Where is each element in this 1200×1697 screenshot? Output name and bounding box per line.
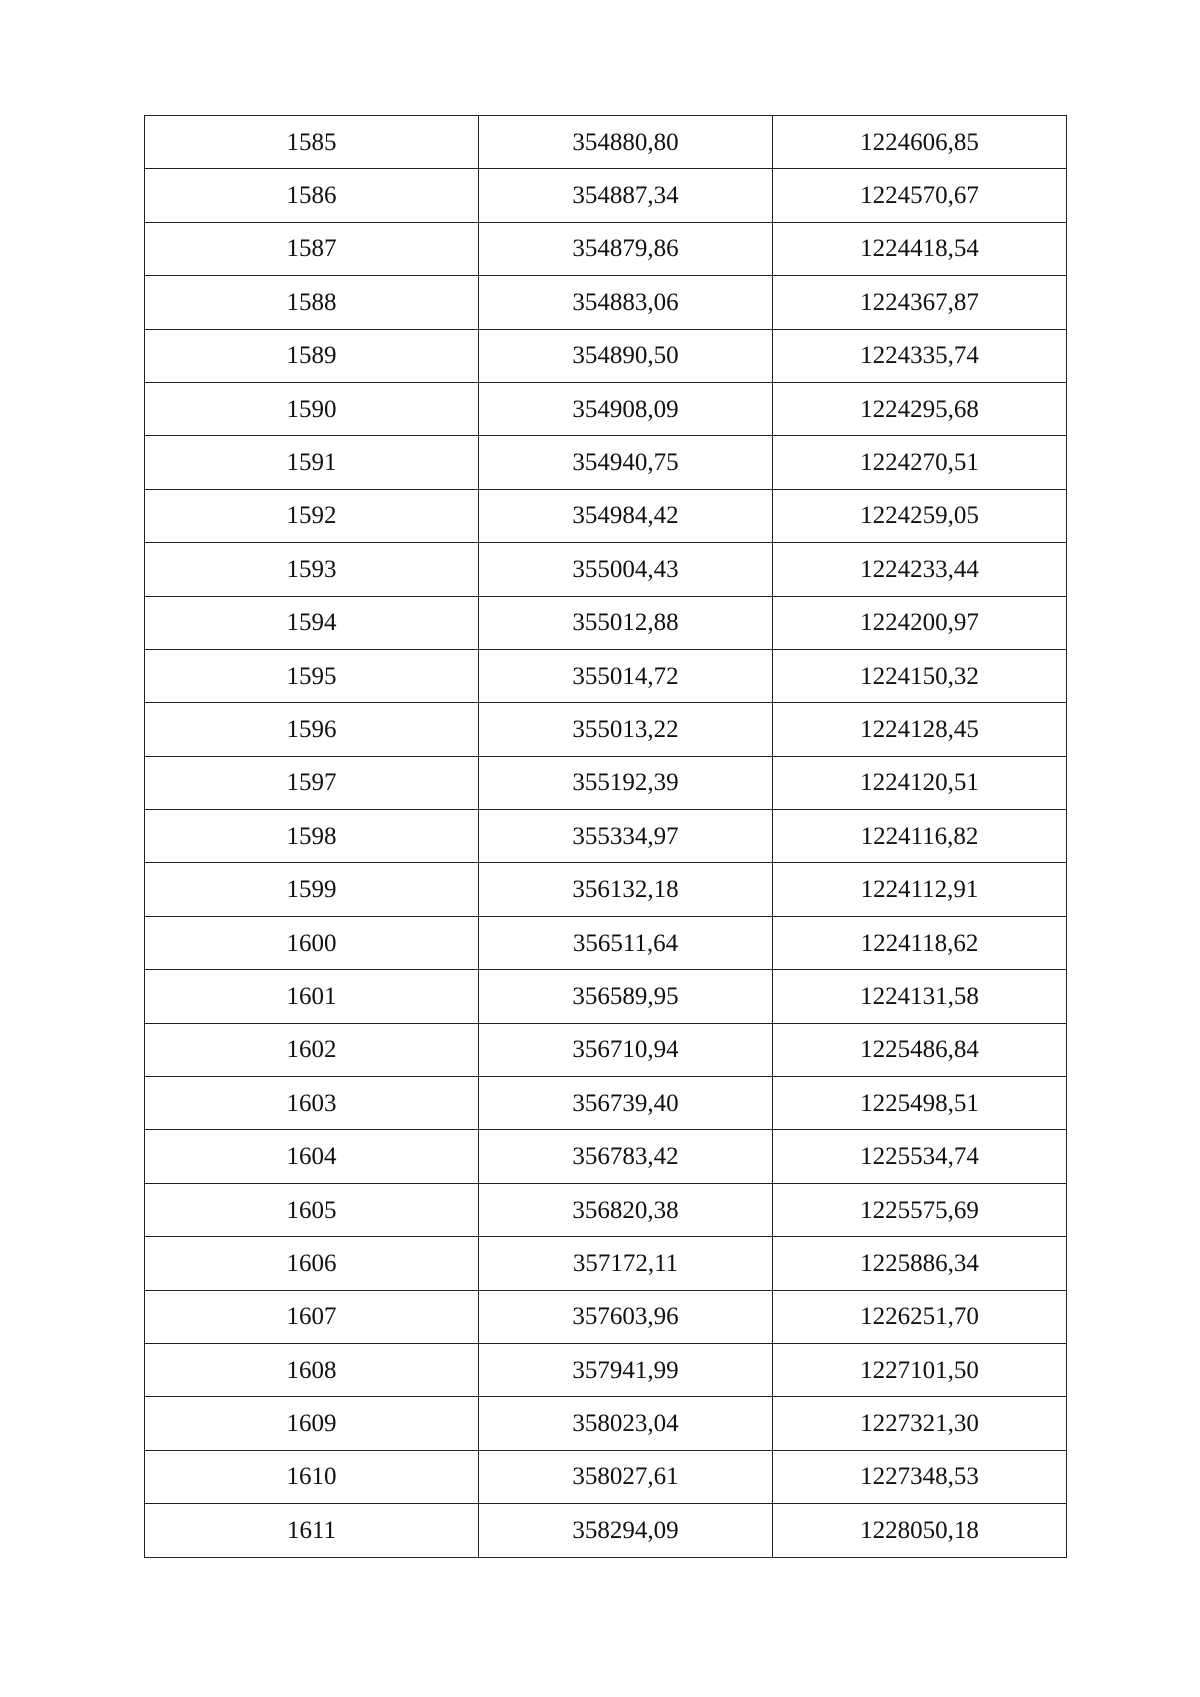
- x-coordinate-cell: 358294,09: [479, 1504, 773, 1557]
- y-coordinate-cell: 1228050,18: [773, 1504, 1067, 1557]
- table-row: [145, 1237, 1067, 1290]
- point-number-cell: 1605: [145, 1183, 479, 1236]
- y-coordinate-cell: 1224606,85: [773, 116, 1067, 169]
- y-coordinate-cell: 1225886,34: [773, 1237, 1067, 1290]
- coordinates-table: [144, 115, 1067, 1558]
- y-coordinate-cell: 1224295,68: [773, 382, 1067, 435]
- point-number-cell: 1606: [145, 1237, 479, 1290]
- table-row: [145, 1290, 1067, 1343]
- x-coordinate-cell: 356589,95: [479, 970, 773, 1023]
- table-row: [145, 703, 1067, 756]
- table-row: [145, 489, 1067, 542]
- table-row: [145, 1023, 1067, 1076]
- x-coordinate-cell: 355192,39: [479, 756, 773, 809]
- point-number-cell: 1602: [145, 1023, 479, 1076]
- x-coordinate-cell: 354984,42: [479, 489, 773, 542]
- y-coordinate-cell: 1226251,70: [773, 1290, 1067, 1343]
- x-coordinate-cell: 354880,80: [479, 116, 773, 169]
- point-number-cell: 1588: [145, 276, 479, 329]
- x-coordinate-cell: 357941,99: [479, 1343, 773, 1396]
- point-number-cell: 1585: [145, 116, 479, 169]
- table-row: [145, 970, 1067, 1023]
- y-coordinate-cell: 1224270,51: [773, 436, 1067, 489]
- point-number-cell: 1604: [145, 1130, 479, 1183]
- x-coordinate-cell: 354883,06: [479, 276, 773, 329]
- x-coordinate-cell: 356820,38: [479, 1183, 773, 1236]
- point-number-cell: 1609: [145, 1397, 479, 1450]
- x-coordinate-cell: 354940,75: [479, 436, 773, 489]
- y-coordinate-cell: 1224131,58: [773, 970, 1067, 1023]
- table-row: [145, 756, 1067, 809]
- point-number-cell: 1603: [145, 1077, 479, 1130]
- table-row: [145, 649, 1067, 702]
- x-coordinate-cell: 357603,96: [479, 1290, 773, 1343]
- y-coordinate-cell: 1224112,91: [773, 863, 1067, 916]
- y-coordinate-cell: 1224118,62: [773, 916, 1067, 969]
- table-row: [145, 1504, 1067, 1557]
- x-coordinate-cell: 356710,94: [479, 1023, 773, 1076]
- point-number-cell: 1600: [145, 916, 479, 969]
- table-row: [145, 863, 1067, 916]
- table-row: [145, 222, 1067, 275]
- y-coordinate-cell: 1225575,69: [773, 1183, 1067, 1236]
- table-row: [145, 382, 1067, 435]
- y-coordinate-cell: 1225498,51: [773, 1077, 1067, 1130]
- table-row: [145, 276, 1067, 329]
- point-number-cell: 1599: [145, 863, 479, 916]
- x-coordinate-cell: 354908,09: [479, 382, 773, 435]
- table-row: [145, 916, 1067, 969]
- table-row: [145, 116, 1067, 169]
- point-number-cell: 1608: [145, 1343, 479, 1396]
- table-row: [145, 436, 1067, 489]
- y-coordinate-cell: 1224150,32: [773, 649, 1067, 702]
- y-coordinate-cell: 1224418,54: [773, 222, 1067, 275]
- y-coordinate-cell: 1224200,97: [773, 596, 1067, 649]
- table-row: [145, 1077, 1067, 1130]
- x-coordinate-cell: 356132,18: [479, 863, 773, 916]
- x-coordinate-cell: 354879,86: [479, 222, 773, 275]
- point-number-cell: 1596: [145, 703, 479, 756]
- y-coordinate-cell: 1225486,84: [773, 1023, 1067, 1076]
- y-coordinate-cell: 1224367,87: [773, 276, 1067, 329]
- x-coordinate-cell: 358027,61: [479, 1450, 773, 1503]
- x-coordinate-cell: 356739,40: [479, 1077, 773, 1130]
- y-coordinate-cell: 1224120,51: [773, 756, 1067, 809]
- point-number-cell: 1590: [145, 382, 479, 435]
- table-row: [145, 1450, 1067, 1503]
- point-number-cell: 1601: [145, 970, 479, 1023]
- table-row: [145, 1397, 1067, 1450]
- point-number-cell: 1591: [145, 436, 479, 489]
- x-coordinate-cell: 356511,64: [479, 916, 773, 969]
- table-row: [145, 1343, 1067, 1396]
- table-row: [145, 810, 1067, 863]
- y-coordinate-cell: 1224335,74: [773, 329, 1067, 382]
- x-coordinate-cell: 355013,22: [479, 703, 773, 756]
- point-number-cell: 1586: [145, 169, 479, 222]
- y-coordinate-cell: 1227348,53: [773, 1450, 1067, 1503]
- table-row: [145, 1183, 1067, 1236]
- y-coordinate-cell: 1224259,05: [773, 489, 1067, 542]
- y-coordinate-cell: 1227101,50: [773, 1343, 1067, 1396]
- point-number-cell: 1597: [145, 756, 479, 809]
- point-number-cell: 1592: [145, 489, 479, 542]
- coordinates-table-body: [145, 116, 1067, 1558]
- point-number-cell: 1598: [145, 810, 479, 863]
- point-number-cell: 1607: [145, 1290, 479, 1343]
- x-coordinate-cell: 355004,43: [479, 543, 773, 596]
- x-coordinate-cell: 357172,11: [479, 1237, 773, 1290]
- x-coordinate-cell: 355334,97: [479, 810, 773, 863]
- y-coordinate-cell: 1225534,74: [773, 1130, 1067, 1183]
- table-row: [145, 169, 1067, 222]
- x-coordinate-cell: 354887,34: [479, 169, 773, 222]
- x-coordinate-cell: 355014,72: [479, 649, 773, 702]
- y-coordinate-cell: 1224116,82: [773, 810, 1067, 863]
- table-row: [145, 543, 1067, 596]
- table-row: [145, 1130, 1067, 1183]
- point-number-cell: 1589: [145, 329, 479, 382]
- point-number-cell: 1611: [145, 1504, 479, 1557]
- table-row: [145, 329, 1067, 382]
- y-coordinate-cell: 1224233,44: [773, 543, 1067, 596]
- point-number-cell: 1587: [145, 222, 479, 275]
- y-coordinate-cell: 1224570,67: [773, 169, 1067, 222]
- point-number-cell: 1594: [145, 596, 479, 649]
- x-coordinate-cell: 355012,88: [479, 596, 773, 649]
- x-coordinate-cell: 356783,42: [479, 1130, 773, 1183]
- point-number-cell: 1610: [145, 1450, 479, 1503]
- x-coordinate-cell: 354890,50: [479, 329, 773, 382]
- point-number-cell: 1593: [145, 543, 479, 596]
- y-coordinate-cell: 1224128,45: [773, 703, 1067, 756]
- point-number-cell: 1595: [145, 649, 479, 702]
- table-row: [145, 596, 1067, 649]
- x-coordinate-cell: 358023,04: [479, 1397, 773, 1450]
- y-coordinate-cell: 1227321,30: [773, 1397, 1067, 1450]
